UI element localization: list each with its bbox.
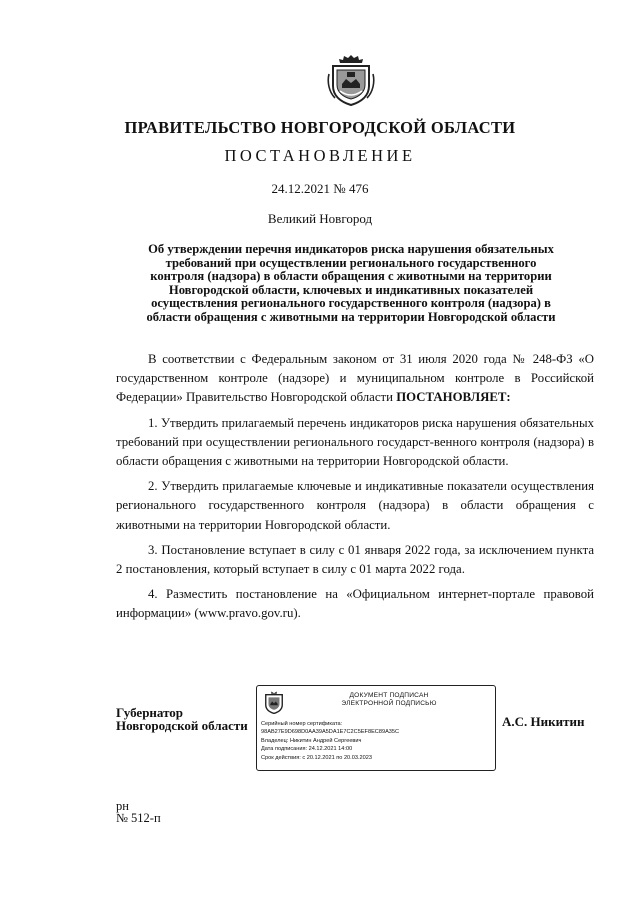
heading-line: контроля (надзора) в области обращения с животными на территории bbox=[150, 269, 552, 284]
item-paragraph: 1. Утвердить прилагаемый перечень индикаторов риска нарушения обязательных требований при осуществлении регионального государст-венного контроля (надзора) в области обращения с животными на территории Новгородской области. bbox=[116, 415, 594, 469]
signing-date: Дата подписания: 24.12.2021 14:00 bbox=[261, 746, 353, 753]
item-paragraph: 2. Утвердить прилагаемые ключевые и индикативные показатели осуществления регионального государственного контроля (надзора) в области обращения с животными на территории Новгородской области. bbox=[116, 479, 594, 532]
heading-line: осуществления регионального государственного контроля (надзора) в bbox=[151, 296, 551, 311]
heading-line: требований при осуществлении регионального государственного bbox=[165, 255, 537, 270]
item-paragraph: 4. Разместить постановление на «Официальном интернет-портале правовой информации» (www.pravo.gov.ru). bbox=[116, 587, 594, 621]
heading-line: Об утверждении перечня индикаторов риска нарушения обязательных bbox=[148, 242, 554, 256]
footer-registration-number: № 512-п bbox=[116, 811, 161, 825]
document-type: ПОСТАНОВЛЕНИЕ bbox=[224, 146, 416, 165]
preamble-paragraph bbox=[116, 350, 594, 408]
stamp-info bbox=[261, 720, 493, 762]
signatory-name: А.С. Никитин bbox=[502, 714, 585, 729]
resolve-word: ПОСТАНОВЛЯЕТ: bbox=[396, 390, 511, 405]
preamble-text: В соответствии с Федеральным законом от 31 июля 2020 года № 248-ФЗ «О государственном контроле (надзоре) и муниципальном контроле в Российской Федерации» Правительство Новгородской области bbox=[116, 352, 594, 405]
certificate-number: 98AB27E9D698D0AA39A5DA1E7C2C5EF8EC89A35C bbox=[261, 729, 400, 736]
item-paragraph: 3. Постановление вступает в силу с 01 января 2022 года, за исключением пункта 2 постановления, который вступает в силу с 01 марта 2022 года. bbox=[116, 542, 594, 577]
coat-of-arms-icon bbox=[327, 54, 375, 106]
stamp-title bbox=[289, 692, 489, 708]
document-heading bbox=[112, 243, 590, 325]
organization-title: ПРАВИТЕЛЬСТВО НОВГОРОДСКОЙ ОБЛАСТИ bbox=[124, 118, 516, 137]
certificate-owner: Владелец: Никитин Андрей Сергеевич bbox=[261, 737, 362, 744]
stamp-title-line: ЭЛЕКТРОННОЙ ПОДПИСЬЮ bbox=[341, 700, 437, 707]
stamp-title-line: ДОКУМЕНТ ПОДПИСАН bbox=[349, 692, 429, 699]
footer-initials: рн bbox=[116, 799, 129, 813]
certificate-label: Серийный номер сертификата: bbox=[261, 721, 343, 727]
heading-line: Новгородской области, ключевых и индикативных показателей bbox=[168, 282, 534, 297]
certificate-validity: Срок действия: с 20.12.2021 по 20.03.2023 bbox=[261, 754, 372, 761]
document-city: Великий Новгород bbox=[267, 211, 373, 226]
heading-line: области обращения с животными на территории Новгородской области bbox=[146, 309, 556, 324]
electronic-signature-stamp bbox=[256, 685, 496, 771]
document-footer bbox=[116, 800, 161, 824]
document-date-number: 24.12.2021 № 476 bbox=[271, 181, 369, 196]
signatory-position-line: Губернатор bbox=[116, 705, 184, 720]
coat-of-arms-icon bbox=[263, 690, 285, 714]
signatory-position bbox=[116, 706, 248, 732]
document-body bbox=[116, 350, 594, 630]
signatory-position-line: Новгородской области bbox=[116, 718, 248, 733]
